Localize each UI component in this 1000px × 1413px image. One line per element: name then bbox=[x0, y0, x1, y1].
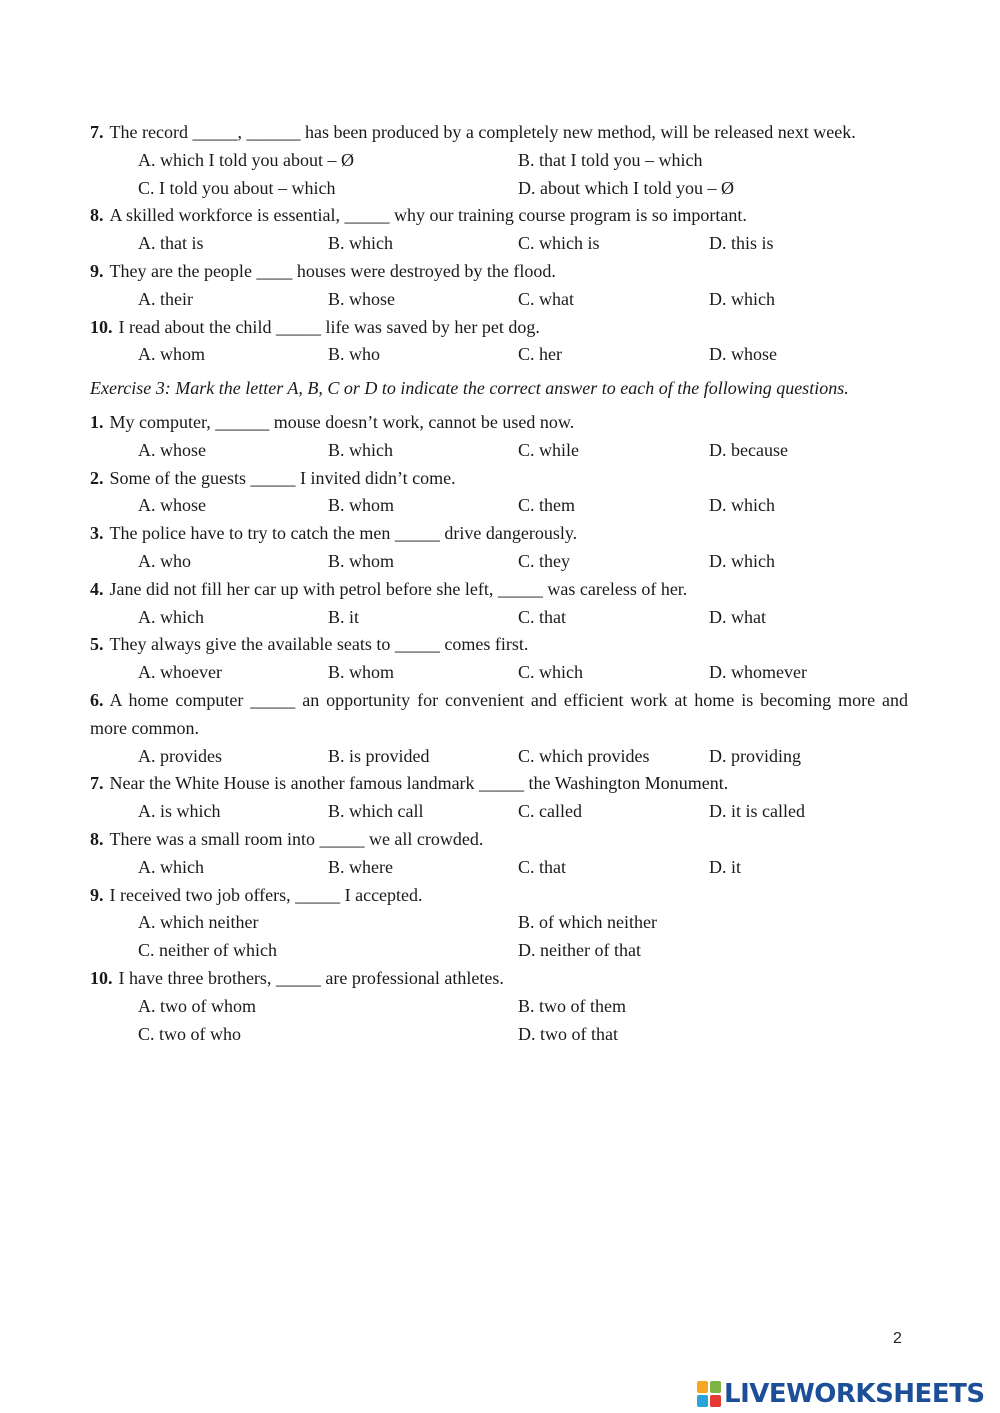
question-number: 8. bbox=[90, 828, 104, 849]
page-number: 2 bbox=[893, 1330, 902, 1347]
answer-option[interactable]: B. where bbox=[328, 856, 393, 877]
question-text: They always give the available seats to _____ comes first. bbox=[109, 634, 529, 655]
question bbox=[90, 119, 908, 147]
options-row bbox=[90, 548, 908, 576]
question-number: 6. bbox=[90, 689, 104, 710]
options-row bbox=[90, 1021, 908, 1049]
question-text: Near the White House is another famous landmark _____ the Washington Monument. bbox=[109, 773, 729, 794]
answer-option[interactable]: B. who bbox=[328, 344, 381, 365]
options-row bbox=[90, 659, 908, 687]
answer-option[interactable]: C. two of who bbox=[138, 1023, 241, 1044]
liveworksheets-logo-icon bbox=[697, 1381, 721, 1407]
answer-option[interactable]: A. which I told you about – Ø bbox=[138, 149, 354, 170]
answer-option[interactable]: C. which bbox=[518, 662, 583, 683]
question bbox=[90, 882, 908, 910]
question-number: 10. bbox=[90, 967, 113, 988]
answer-option[interactable]: C. that bbox=[518, 856, 566, 877]
answer-option[interactable]: C. them bbox=[518, 495, 575, 516]
worksheet-content bbox=[90, 119, 908, 1048]
answer-option[interactable]: A. which neither bbox=[138, 912, 259, 933]
answer-option[interactable]: A. whoever bbox=[138, 662, 222, 683]
exercise-3-instruction: Exercise 3: Mark the letter A, B, C or D to indicate the correct answer to each of the following questions. bbox=[90, 378, 849, 399]
answer-option[interactable]: A. whose bbox=[138, 495, 206, 516]
options-row bbox=[90, 230, 908, 258]
answer-option[interactable]: A. whom bbox=[138, 344, 205, 365]
question-number: 2. bbox=[90, 467, 104, 488]
question bbox=[90, 965, 908, 993]
question bbox=[90, 520, 908, 548]
answer-option[interactable]: D. it is called bbox=[709, 801, 805, 822]
options-row bbox=[90, 492, 908, 520]
answer-option[interactable]: D. which bbox=[709, 495, 775, 516]
logo-square-3 bbox=[697, 1395, 708, 1407]
answer-option[interactable]: D. which bbox=[709, 550, 775, 571]
options-row bbox=[90, 743, 908, 771]
question bbox=[90, 314, 908, 342]
question-text: The record _____, ______ has been produced by a completely new method, will be released next week. bbox=[109, 122, 856, 142]
answer-option[interactable]: A. which bbox=[138, 606, 204, 627]
question-text: I received two job offers, _____ I accepted. bbox=[109, 884, 423, 905]
options-row bbox=[90, 437, 908, 465]
question bbox=[90, 770, 908, 798]
answer-option[interactable]: D. it bbox=[709, 856, 742, 877]
question-text: The police have to try to catch the men _____ drive dangerously. bbox=[109, 523, 578, 544]
answer-option[interactable]: B. whom bbox=[328, 495, 395, 516]
question-text: There was a small room into _____ we all crowded. bbox=[109, 828, 484, 849]
answer-option[interactable]: C. which is bbox=[518, 233, 600, 254]
question-number: 7. bbox=[90, 122, 104, 142]
answer-option[interactable]: B. of which neither bbox=[518, 912, 657, 933]
options-row bbox=[90, 854, 908, 882]
answer-option[interactable]: A. is which bbox=[138, 801, 221, 822]
question-number: 9. bbox=[90, 260, 104, 281]
question-text: I read about the child _____ life was saved by her pet dog. bbox=[118, 316, 540, 337]
answer-option[interactable]: D. two of that bbox=[518, 1023, 618, 1044]
question-number: 1. bbox=[90, 411, 104, 432]
question bbox=[90, 826, 908, 854]
question-text: They are the people ____ houses were destroyed by the flood. bbox=[109, 260, 556, 281]
answer-option[interactable]: D. because bbox=[709, 439, 788, 460]
question-list-previous-exercise bbox=[90, 119, 908, 369]
question-text: I have three brothers, _____ are professional athletes. bbox=[118, 967, 504, 988]
question bbox=[90, 258, 908, 286]
answer-option[interactable]: C. called bbox=[518, 801, 582, 822]
answer-option[interactable]: A. which bbox=[138, 856, 204, 877]
answer-option[interactable]: D. about which I told you – Ø bbox=[518, 177, 734, 198]
answer-option[interactable]: C. while bbox=[518, 439, 579, 460]
question-number: 7. bbox=[90, 773, 104, 794]
options-row bbox=[90, 286, 908, 314]
options-row bbox=[90, 175, 908, 203]
answer-option[interactable]: D. what bbox=[709, 606, 766, 627]
options-row bbox=[90, 993, 908, 1021]
logo-square-4 bbox=[710, 1395, 721, 1407]
options-row bbox=[90, 341, 908, 369]
question-text: A home computer _____ an opportunity for convenient and efficient work at home is becoming more and more common. bbox=[90, 689, 908, 738]
answer-option[interactable]: C. her bbox=[518, 344, 562, 365]
question-number: 5. bbox=[90, 634, 104, 655]
answer-option[interactable]: D. whose bbox=[709, 344, 777, 365]
answer-option[interactable]: D. this is bbox=[709, 233, 774, 254]
answer-option[interactable]: C. which provides bbox=[518, 745, 650, 766]
question-number: 4. bbox=[90, 578, 104, 599]
answer-option[interactable]: B. two of them bbox=[518, 995, 626, 1016]
options-row bbox=[90, 909, 908, 937]
answer-option[interactable]: C. I told you about – which bbox=[138, 177, 336, 198]
options-row bbox=[90, 798, 908, 826]
answer-option[interactable]: C. neither of which bbox=[138, 940, 277, 961]
answer-option[interactable]: A. who bbox=[138, 550, 191, 571]
answer-option[interactable]: A. that is bbox=[138, 233, 204, 254]
question-number: 8. bbox=[90, 205, 104, 226]
answer-option[interactable]: A. whose bbox=[138, 439, 206, 460]
question-number: 9. bbox=[90, 884, 104, 905]
answer-option[interactable]: B. it bbox=[328, 606, 360, 627]
question bbox=[90, 202, 908, 230]
answer-option[interactable]: D. providing bbox=[709, 745, 801, 766]
question-number: 3. bbox=[90, 523, 104, 544]
answer-option[interactable]: A. two of whom bbox=[138, 995, 256, 1016]
question bbox=[90, 576, 908, 604]
question bbox=[90, 465, 908, 493]
answer-option[interactable]: B. is provided bbox=[328, 745, 430, 766]
question bbox=[90, 631, 908, 659]
options-row bbox=[90, 147, 908, 175]
question-text: Jane did not fill her car up with petrol before she left, _____ was careless of her. bbox=[109, 578, 688, 599]
answer-option[interactable]: A. their bbox=[138, 288, 193, 309]
logo-square-1 bbox=[697, 1381, 708, 1393]
question bbox=[90, 409, 908, 437]
answer-option[interactable]: B. whom bbox=[328, 662, 395, 683]
answer-option[interactable]: C. what bbox=[518, 288, 574, 309]
answer-option[interactable]: B. which bbox=[328, 439, 393, 460]
answer-option[interactable]: D. which bbox=[709, 288, 775, 309]
answer-option[interactable]: C. they bbox=[518, 550, 570, 571]
question-list-exercise-3 bbox=[90, 409, 908, 1048]
answer-option[interactable]: B. which bbox=[328, 233, 393, 254]
options-row bbox=[90, 937, 908, 965]
liveworksheets-logo-text: LIVEWORKSHEETS bbox=[724, 1379, 985, 1409]
answer-option[interactable]: C. that bbox=[518, 606, 566, 627]
answer-option[interactable]: D. whomever bbox=[709, 662, 807, 683]
answer-option[interactable]: B. whom bbox=[328, 550, 395, 571]
answer-option[interactable]: B. whose bbox=[328, 288, 395, 309]
liveworksheets-logo[interactable] bbox=[697, 1379, 985, 1409]
answer-option[interactable]: D. neither of that bbox=[518, 940, 641, 961]
question-text: My computer, ______ mouse doesn’t work, cannot be used now. bbox=[109, 411, 575, 432]
logo-square-2 bbox=[710, 1381, 721, 1393]
options-row bbox=[90, 604, 908, 632]
question-text: Some of the guests _____ I invited didn’t come. bbox=[109, 467, 456, 488]
question-number: 10. bbox=[90, 316, 113, 337]
question bbox=[90, 687, 908, 743]
answer-option[interactable]: B. which call bbox=[328, 801, 424, 822]
question-text: A skilled workforce is essential, _____ why our training course program is so important. bbox=[109, 205, 747, 226]
answer-option[interactable]: A. provides bbox=[138, 745, 222, 766]
answer-option[interactable]: B. that I told you – which bbox=[518, 149, 703, 170]
